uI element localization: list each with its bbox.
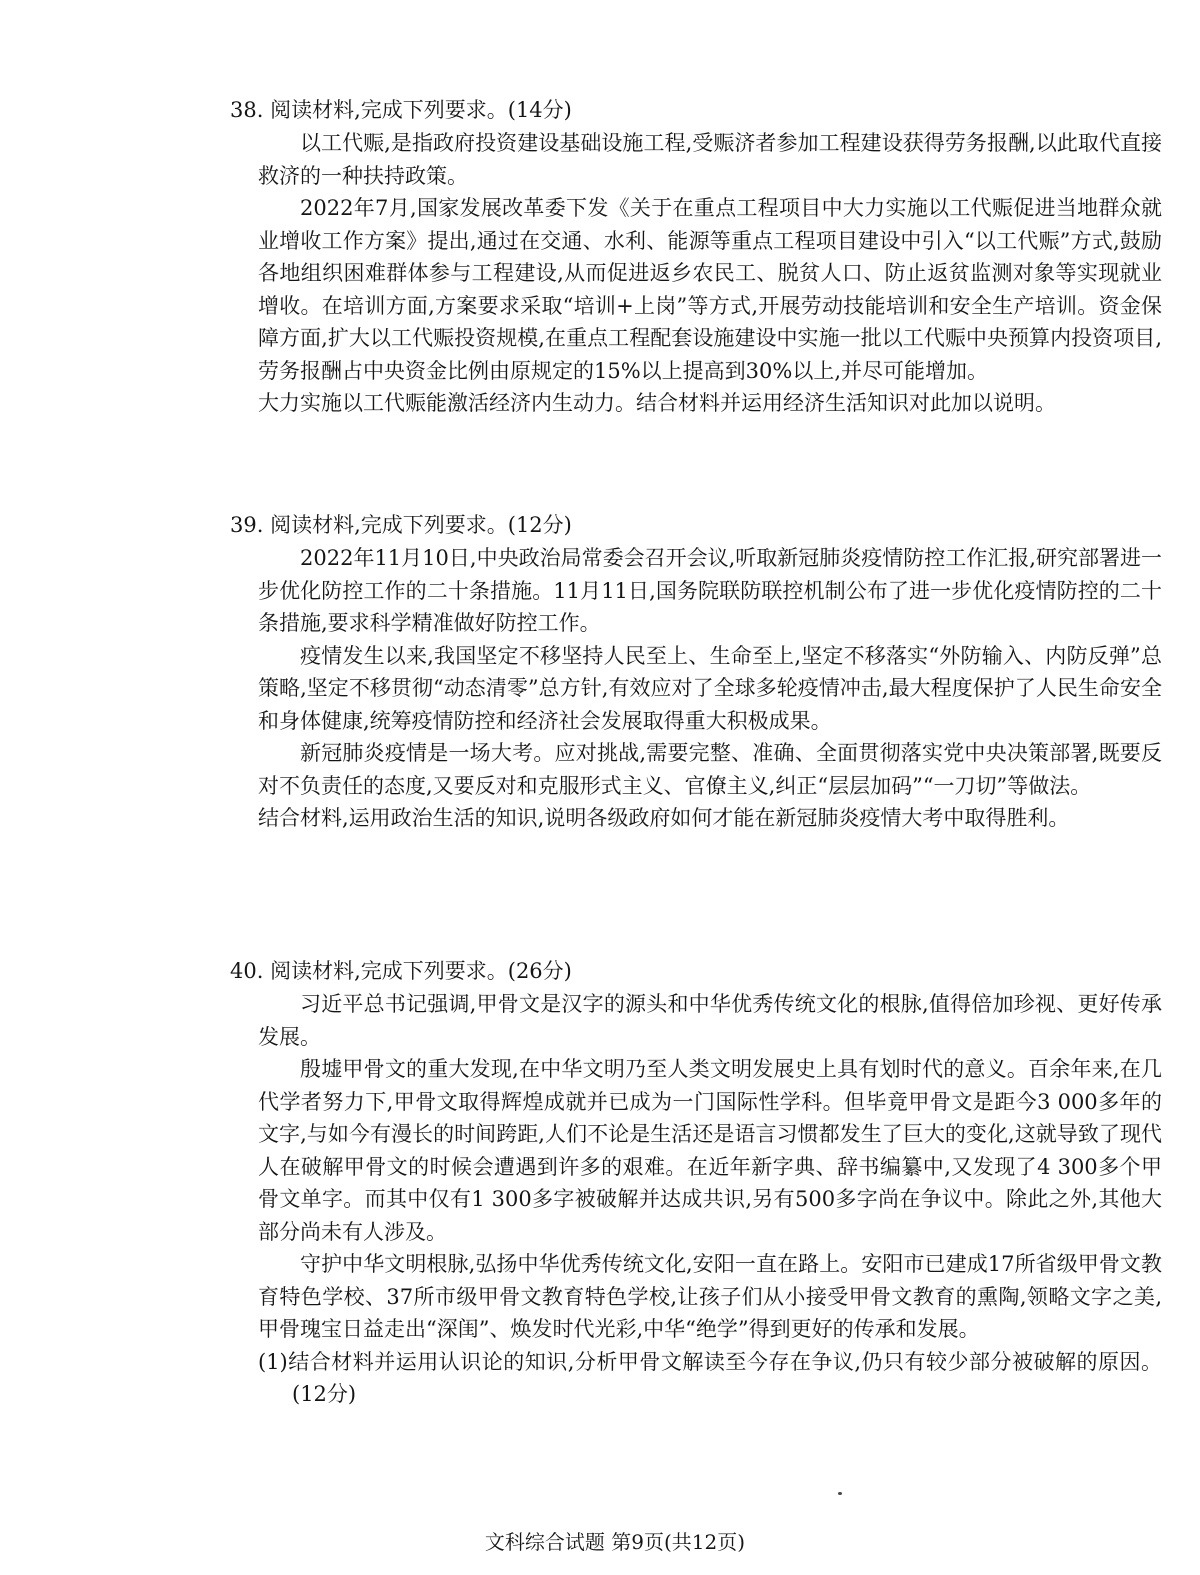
question-40-header: 40. 阅读材料,完成下列要求。(26分) (230, 959, 572, 983)
question-38-task: 大力实施以工代赈能激活经济内生动力。结合材料并运用经济生活知识对此加以说明。 (258, 391, 1056, 415)
question-39-task: 结合材料,运用政治生活的知识,说明各级政府如何才能在新冠肺炎疫情大考中取得胜利。 (258, 806, 1070, 830)
question-40-paragraph-2: 殷墟甲骨文的重大发现,在中华文明乃至人类文明发展史上具有划时代的意义。百余年来,在几代学者努力下,甲骨文取得辉煌成就并已成为一门国际性学科。但毕竟甲骨文是距今3 000多年的文字,与如今有漫长的时间跨距,人们不论是生活还是语言习惯都发生了巨大的变化,这就导致了现代人在破解甲骨文的时候会遭遇到许多的艰难。在近年新字典、辞书编纂中,又发现了4 300多个甲骨文单字。而其中仅有1 300多字被破解并达成共识,另有500多字尚在争议中。除此之外,其他大部分尚未有人涉及。 (258, 1057, 1162, 1244)
question-39 (230, 509, 1162, 835)
question-38-paragraph-2: 2022年7月,国家发展改革委下发《关于在重点工程项目中大力实施以工代赈促进当地群众就业增收工作方案》提出,通过在交通、水利、能源等重点工程项目建设中引入“以工代赈”方式,鼓励各地组织困难群体参与工程建设,从而促进返乡农民工、脱贫人口、防止返贫监测对象等实现就业增收。在培训方面,方案要求采取“培训+上岗”等方式,开展劳动技能培训和安全生产培训。资金保障方面,扩大以工代赈投资规模,在重点工程配套设施建设中实施一批以工代赈中央预算内投资项目,劳务报酬占中央资金比例由原规定的15%以上提高到30%以上,并尽可能增加。 (258, 196, 1162, 383)
question-39-header: 39. 阅读材料,完成下列要求。(12分) (230, 513, 572, 537)
question-38-paragraph-1: 以工代赈,是指政府投资建设基础设施工程,受赈济者参加工程建设获得劳务报酬,以此取代直接救济的一种扶持政策。 (258, 131, 1162, 188)
question-40-subquestion-1: (1)结合材料并运用认识论的知识,分析甲骨文解读至今存在争议,仍只有较少部分被破解的原因。(12分) (258, 1349, 1162, 1406)
scan-speck (838, 1492, 842, 1495)
question-40-paragraph-1: 习近平总书记强调,甲骨文是汉字的源头和中华优秀传统文化的根脉,值得倍加珍视、更好传承发展。 (258, 992, 1162, 1049)
question-38 (230, 94, 1162, 420)
question-39-paragraph-2: 疫情发生以来,我国坚定不移坚持人民至上、生命至上,坚定不移落实“外防输入、内防反弹”总策略,坚定不移贯彻“动态清零”总方针,有效应对了全球多轮疫情冲击,最大程度保护了人民生命安全和身体健康,统筹疫情防控和经济社会发展取得重大积极成果。 (258, 643, 1162, 733)
question-40 (230, 955, 1162, 1411)
question-38-header: 38. 阅读材料,完成下列要求。(14分) (230, 98, 572, 122)
question-39-paragraph-1: 2022年11月10日,中央政治局常委会召开会议,听取新冠肺炎疫情防控工作汇报,研究部署进一步优化防控工作的二十条措施。11月11日,国务院联防联控机制公布了进一步优化疫情防控的二十条措施,要求科学精准做好防控工作。 (258, 546, 1162, 635)
question-39-paragraph-3: 新冠肺炎疫情是一场大考。应对挑战,需要完整、准确、全面贯彻落实党中央决策部署,既要反对不负责任的态度,又要反对和克服形式主义、官僚主义,纠正“层层加码”“一刀切”等做法。 (258, 741, 1162, 798)
question-40-paragraph-3: 守护中华文明根脉,弘扬中华优秀传统文化,安阳一直在路上。安阳市已建成17所省级甲骨文教育特色学校、37所市级甲骨文教育特色学校,让孩子们从小接受甲骨文教育的熏陶,领略文字之美,甲骨瑰宝日益走出“深闺”、焕发时代光彩,中华“绝学”得到更好的传承和发展。 (258, 1252, 1162, 1341)
page-footer: 文科综合试题 第9页(共12页) (484, 1530, 746, 1554)
